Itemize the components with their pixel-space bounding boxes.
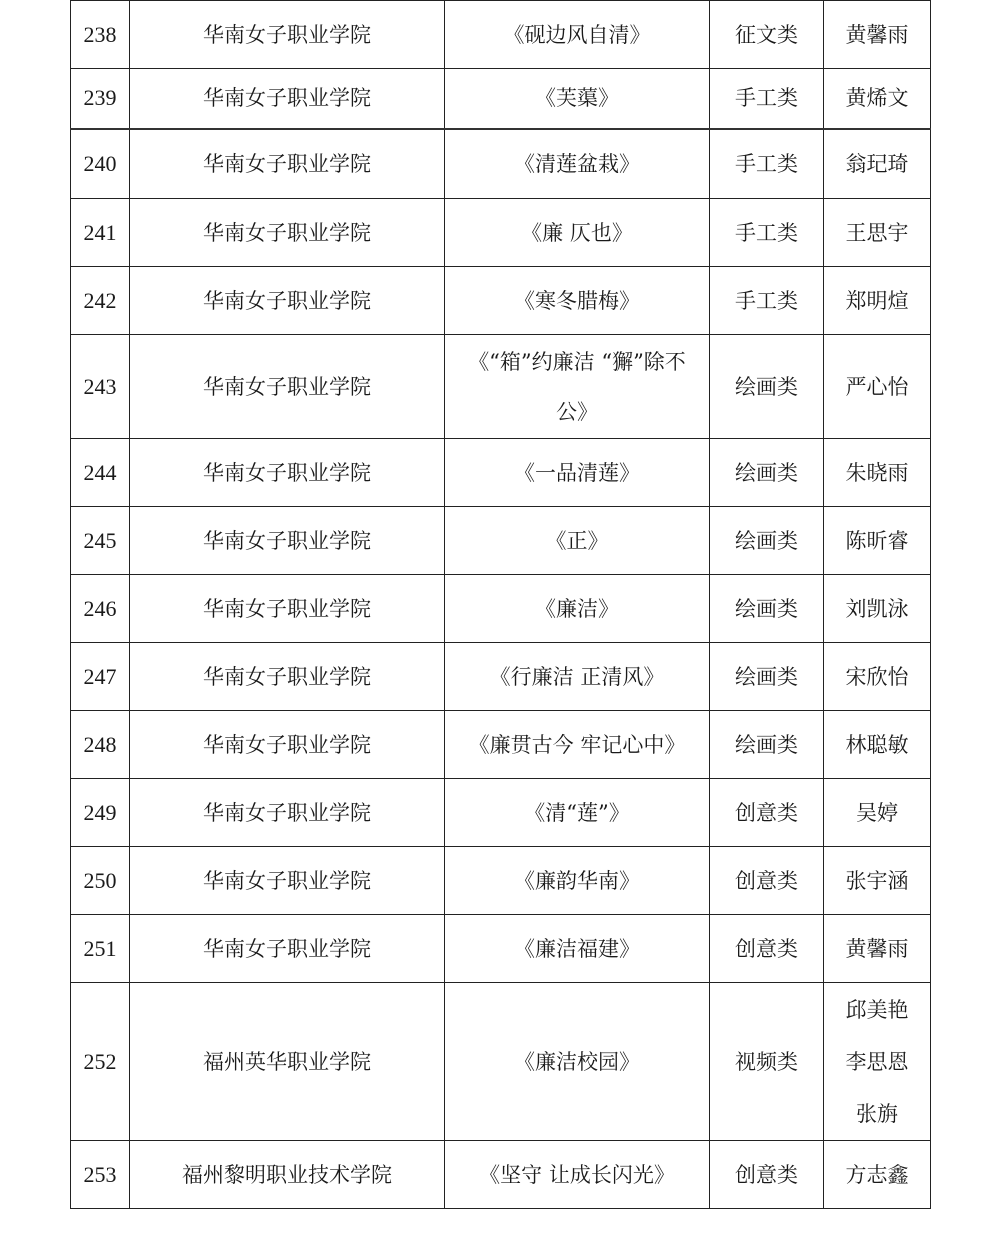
category-cell: 绘画类 [710,507,824,575]
work-title-cell: 《正》 [445,507,710,575]
work-title-cell: 《廉 仄也》 [445,199,710,267]
author-name: 刘凯泳 [845,596,909,621]
category-cell: 征文类 [710,1,824,69]
author-cell [824,335,931,439]
entry-number-cell: 246 [71,575,130,643]
author-cell [824,575,931,643]
category-cell: 绘画类 [710,711,824,779]
school-cell: 华南女子职业学院 [130,847,445,915]
school-cell: 华南女子职业学院 [130,199,445,267]
table-row [71,575,931,643]
school-cell: 华南女子职业学院 [130,711,445,779]
author-name: 张宇涵 [845,868,909,893]
author-name: 严心怡 [845,374,909,399]
category-cell: 绘画类 [710,575,824,643]
author-name: 方志鑫 [845,1162,909,1187]
author-cell [824,1141,931,1209]
work-title-cell: 《一品清莲》 [445,439,710,507]
school-cell: 华南女子职业学院 [130,915,445,983]
author-name: 翁玘琦 [845,151,909,176]
work-title-cell: 《寒冬腊梅》 [445,267,710,335]
author-cell [824,847,931,915]
entry-number-cell: 245 [71,507,130,575]
entry-number-cell: 250 [71,847,130,915]
entry-number-cell: 252 [71,983,130,1141]
author-name: 王思宇 [845,220,909,245]
table-row [71,1,931,69]
school-cell: 华南女子职业学院 [130,643,445,711]
author-cell [824,1,931,69]
table-row [71,779,931,847]
category-cell: 手工类 [710,199,824,267]
entry-number-cell: 247 [71,643,130,711]
school-cell: 华南女子职业学院 [130,779,445,847]
table-row [71,983,931,1141]
author-cell [824,983,931,1141]
entry-number-cell: 239 [71,69,130,129]
school-cell: 华南女子职业学院 [130,507,445,575]
category-cell: 创意类 [710,1141,824,1209]
category-cell: 绘画类 [710,643,824,711]
work-title-cell: 《廉洁校园》 [445,983,710,1141]
work-title-cell: 《“箱”约廉洁 “獬”除不公》 [445,335,710,439]
work-title-cell: 《行廉洁 正清风》 [445,643,710,711]
author-name: 宋欣怡 [845,664,909,689]
category-cell: 手工类 [710,267,824,335]
work-title-cell: 《廉洁》 [445,575,710,643]
school-cell: 华南女子职业学院 [130,335,445,439]
author-cell [824,779,931,847]
category-cell: 绘画类 [710,439,824,507]
category-cell: 手工类 [710,69,824,129]
work-title-cell: 《坚守 让成长闪光》 [445,1141,710,1209]
table-row [71,915,931,983]
author-cell [824,129,931,199]
work-title-cell: 《砚边风自清》 [445,1,710,69]
school-cell: 华南女子职业学院 [130,129,445,199]
author-name: 邱美艳 [845,997,909,1022]
table-body [71,1,931,1209]
work-title-cell: 《芙蕖》 [445,69,710,129]
entry-number-cell: 253 [71,1141,130,1209]
entry-number-cell: 249 [71,779,130,847]
table-row [71,267,931,335]
author-cell [824,69,931,129]
author-name: 朱晓雨 [845,460,909,485]
entry-number-cell: 241 [71,199,130,267]
category-cell: 创意类 [710,847,824,915]
table-row [71,711,931,779]
category-cell: 创意类 [710,779,824,847]
school-cell: 华南女子职业学院 [130,575,445,643]
author-name: 陈昕睿 [845,528,909,553]
entry-number-cell: 238 [71,1,130,69]
table-row [71,1141,931,1209]
work-title-cell: 《廉洁福建》 [445,915,710,983]
category-cell: 手工类 [710,129,824,199]
table-row [71,439,931,507]
table-row [71,69,931,129]
author-cell [824,267,931,335]
author-cell [824,643,931,711]
author-cell [824,915,931,983]
author-cell [824,439,931,507]
school-cell: 福州英华职业学院 [130,983,445,1141]
table-row [71,129,931,199]
author-name: 吴婷 [856,800,898,825]
work-title-cell: 《清莲盆栽》 [445,129,710,199]
author-cell [824,711,931,779]
author-name: 黄馨雨 [845,22,909,47]
table-row [71,847,931,915]
school-cell: 华南女子职业学院 [130,69,445,129]
work-title-cell: 《廉韵华南》 [445,847,710,915]
entry-number-cell: 251 [71,915,130,983]
entry-number-cell: 243 [71,335,130,439]
school-cell: 福州黎明职业技术学院 [130,1141,445,1209]
table-row [71,507,931,575]
school-cell: 华南女子职业学院 [130,267,445,335]
author-name: 郑明煊 [845,288,909,313]
table-row [71,199,931,267]
school-cell: 华南女子职业学院 [130,439,445,507]
author-name: 李思恩 [845,1049,909,1074]
school-cell: 华南女子职业学院 [130,1,445,69]
table-row [71,335,931,439]
category-cell: 绘画类 [710,335,824,439]
author-name: 黄馨雨 [845,936,909,961]
entry-number-cell: 244 [71,439,130,507]
work-title-cell: 《廉贯古今 牢记心中》 [445,711,710,779]
category-cell: 创意类 [710,915,824,983]
author-name: 张旃 [856,1101,898,1126]
document-page [70,0,930,1209]
entry-number-cell: 242 [71,267,130,335]
author-name: 黄烯文 [845,86,909,111]
entry-number-cell: 248 [71,711,130,779]
work-title-cell: 《清“莲”》 [445,779,710,847]
category-cell: 视频类 [710,983,824,1141]
author-cell [824,199,931,267]
entry-number-cell: 240 [71,129,130,199]
entries-table [70,0,931,1209]
author-cell [824,507,931,575]
table-row [71,643,931,711]
author-name: 林聪敏 [845,732,909,757]
